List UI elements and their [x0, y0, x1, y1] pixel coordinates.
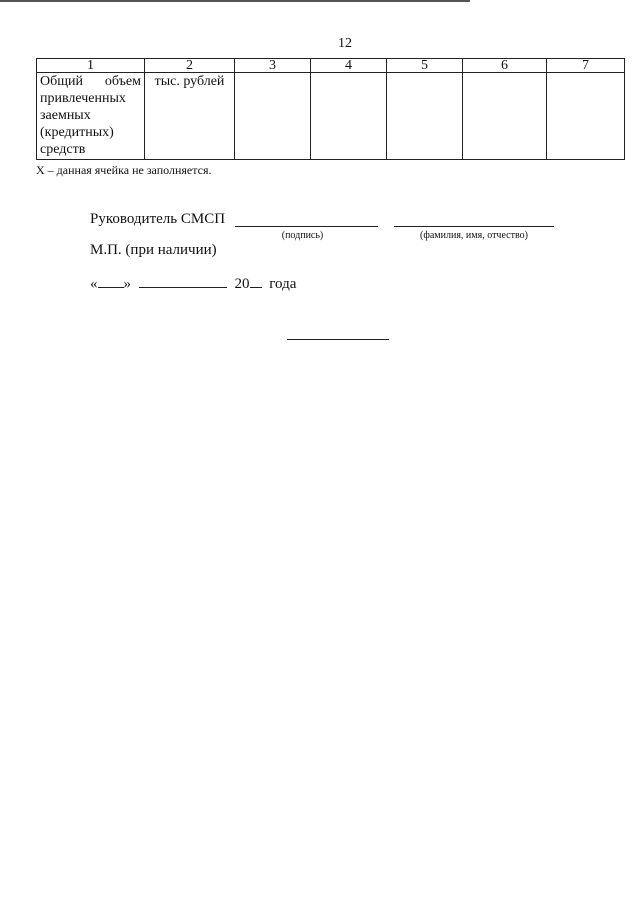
table-row: [37, 73, 625, 160]
column-header: 1: [37, 59, 145, 73]
page-number: 12: [338, 36, 352, 51]
data-table: [36, 58, 625, 160]
top-border-rule: [0, 0, 470, 2]
day-blank[interactable]: [98, 287, 124, 288]
year-suffix: года: [269, 276, 297, 292]
value-cell[interactable]: [311, 73, 387, 160]
date-line: [90, 276, 296, 293]
value-cell[interactable]: [387, 73, 463, 160]
value-cell[interactable]: [235, 73, 311, 160]
table-note: Х – данная ячейка не заполняется.: [36, 163, 212, 177]
full-name-caption: (фамилия, имя, отчество): [420, 230, 528, 241]
column-header: 5: [387, 59, 463, 73]
stamp-label: М.П. (при наличии): [90, 242, 217, 258]
close-quote: »: [123, 276, 131, 292]
column-header: 6: [463, 59, 547, 73]
indicator-name-cell: Общий объем привлеченных заемных (кредитных) средств: [37, 73, 145, 160]
month-blank[interactable]: [139, 287, 227, 288]
signature-line[interactable]: [235, 226, 378, 227]
year-prefix: 20: [234, 276, 250, 292]
value-cell[interactable]: [463, 73, 547, 160]
table-header-row: [37, 59, 625, 73]
column-header: 7: [547, 59, 625, 73]
open-quote: «: [90, 276, 98, 292]
year-blank[interactable]: [250, 287, 262, 288]
signature-label: Руководитель СМСП: [90, 211, 226, 227]
column-header: 2: [145, 59, 235, 73]
column-header: 4: [311, 59, 387, 73]
value-cell[interactable]: [547, 73, 625, 160]
unit-cell: тыс. рублей: [145, 73, 235, 160]
signature-caption: (подпись): [281, 230, 324, 241]
column-header: 3: [235, 59, 311, 73]
closing-rule: [287, 339, 389, 340]
full-name-line[interactable]: [394, 226, 554, 227]
